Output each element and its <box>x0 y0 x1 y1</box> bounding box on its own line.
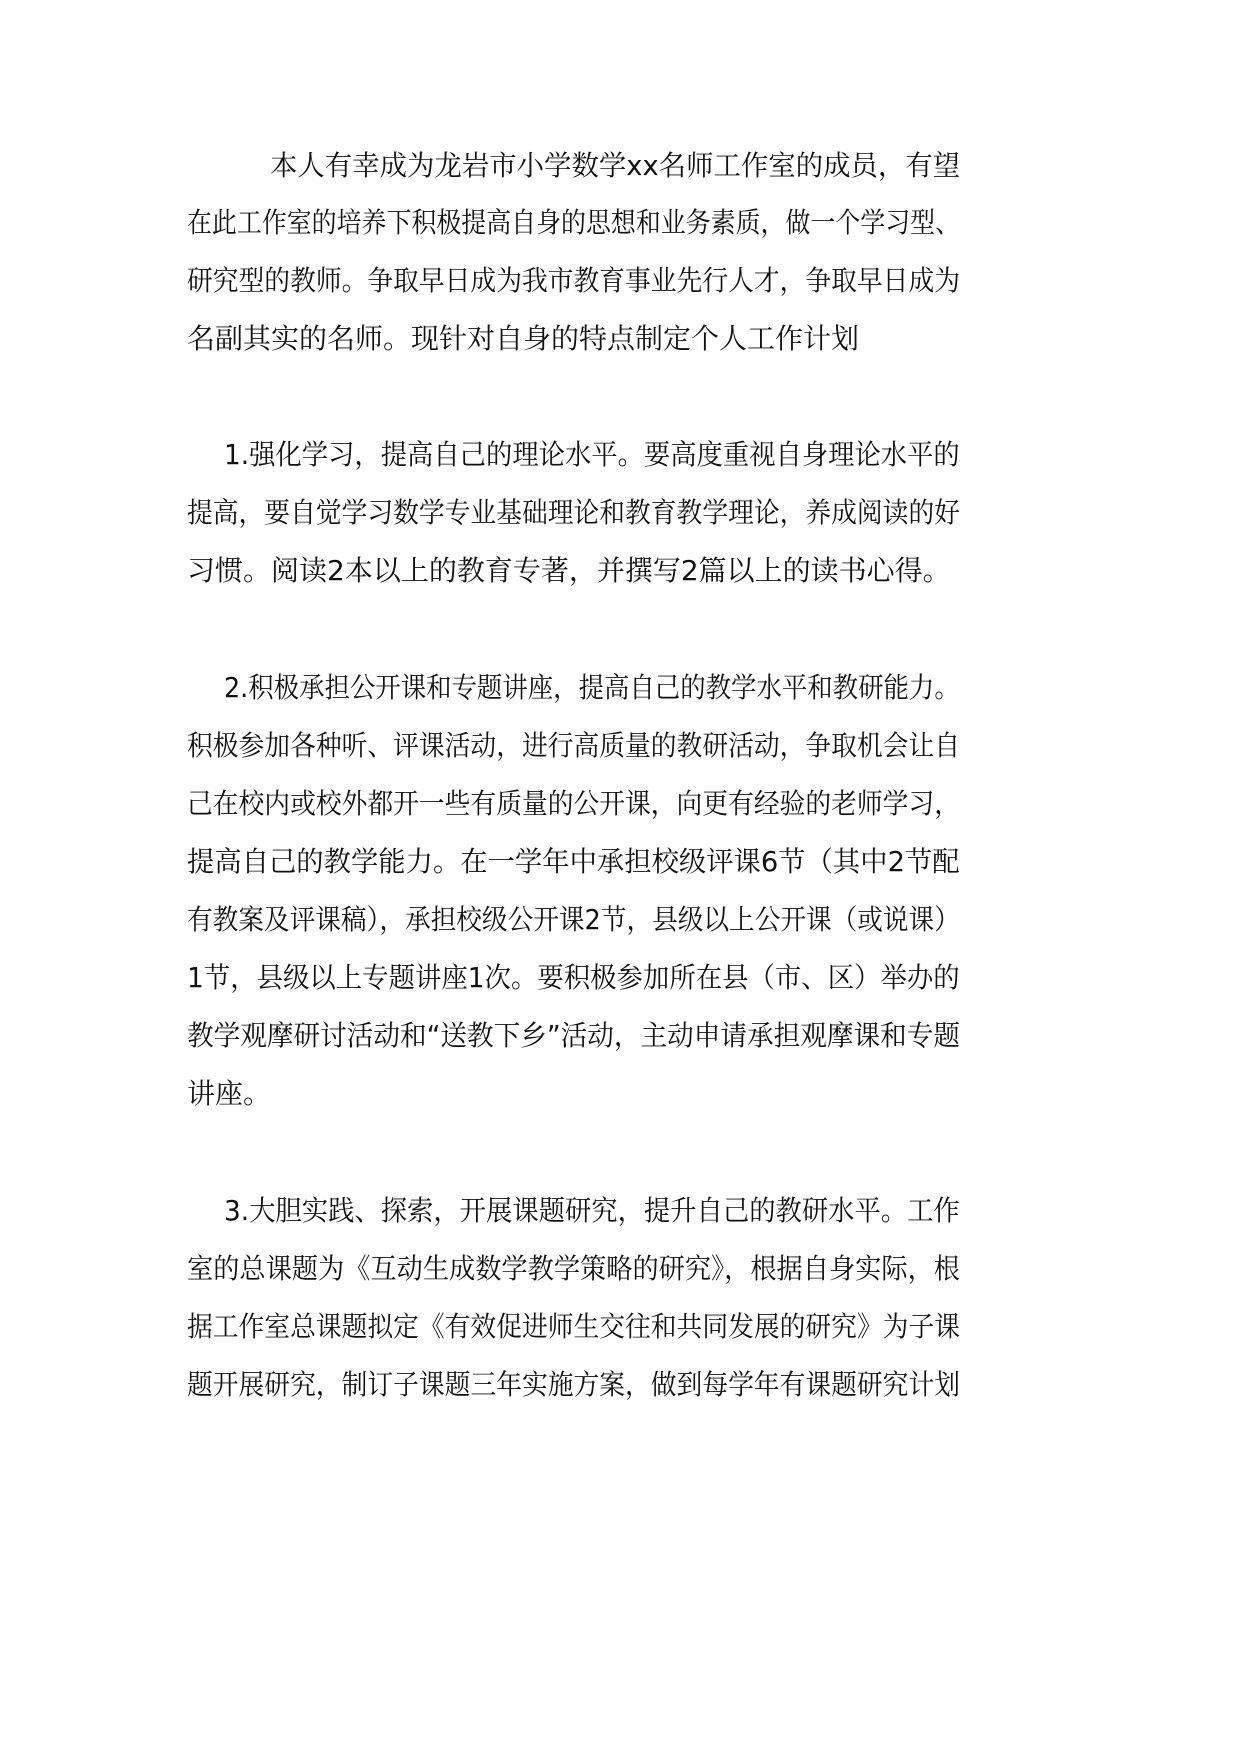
item2-line-6: 1节，县级以上专题讲座1次。要积极参加所在县（市、区）举办的 <box>187 961 960 994</box>
item3-line-2: 室的总课题为《互动生成数学教学策略的研究》，根据自身实际，根 <box>187 1252 960 1285</box>
item2-line-8: 讲座。 <box>187 1077 272 1110</box>
item3-line-4: 题开展研究，制订子课题三年实施方案，做到每学年有课题研究计划 <box>187 1368 960 1401</box>
item2-line-5: 有教案及评课稿），承担校级公开课2节，县级以上公开课（或说课） <box>187 903 960 936</box>
intro-line-3: 研究型的教师。争取早日成为我市教育事业先行人才，争取早日成为 <box>187 264 960 297</box>
item3-line-3: 据工作室总课题拟定《有效促进师生交往和共同发展的研究》为子课 <box>187 1310 960 1343</box>
item2-line-1: 2.积极承担公开课和专题讲座，提高自己的教学水平和教研能力。 <box>224 671 960 704</box>
item2-line-4: 提高自己的教学能力。在一学年中承担校级评课6节（其中2节配 <box>187 845 960 878</box>
item2-line-3: 己在校内或校外都开一些有质量的公开课，向更有经验的老师学习， <box>187 787 960 820</box>
item1-line-3: 习惯。阅读2本以上的教育专著，并撰写2篇以上的读书心得。 <box>187 554 951 587</box>
item2-line-7: 教学观摩研讨活动和“送教下乡”活动，主动申请承担观摩课和专题 <box>187 1019 961 1052</box>
intro-line-4: 名副其实的名师。现针对自身的特点制定个人工作计划 <box>187 322 860 355</box>
item3-line-1: 3.大胆实践、探索，开展课题研究，提升自己的教研水平。工作 <box>224 1194 960 1227</box>
item1-line-2: 提高，要自觉学习数学专业基础理论和教育教学理论，养成阅读的好 <box>187 496 960 529</box>
item1-line-1: 1.强化学习，提高自己的理论水平。要高度重视自身理论水平的 <box>224 438 960 471</box>
intro-line-2: 在此工作室的培养下积极提高自身的思想和业务素质，做一个学习型、 <box>187 206 961 239</box>
item2-line-2: 积极参加各种听、评课活动，进行高质量的教研活动，争取机会让自 <box>187 729 960 762</box>
intro-line-1: 本人有幸成为龙岩市小学数学xx名师工作室的成员，有望 <box>270 149 961 182</box>
